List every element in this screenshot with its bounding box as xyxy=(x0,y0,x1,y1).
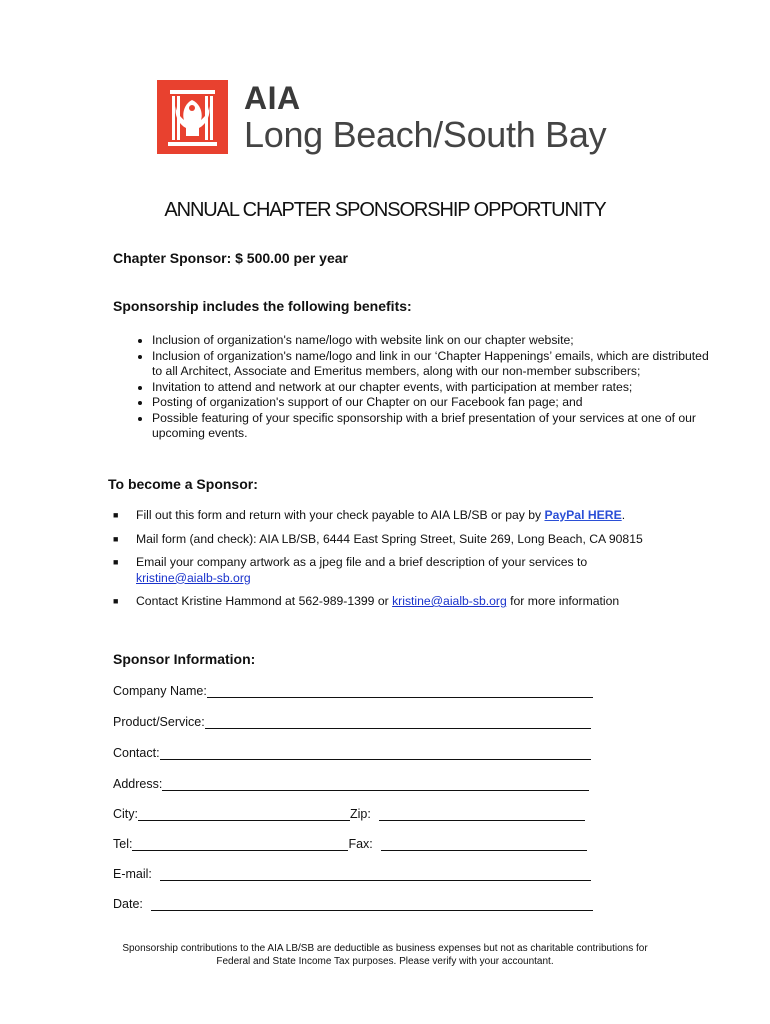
list-item xyxy=(113,555,653,586)
contact-label: Contact: xyxy=(113,746,160,760)
square-bullet-icon: ■ xyxy=(113,533,119,544)
become-sponsor-heading: To become a Sponsor: xyxy=(108,476,258,492)
email-link[interactable]: kristine@aialb-sb.org xyxy=(392,594,507,608)
list-item xyxy=(113,508,653,524)
disclaimer-line-1: Sponsorship contributions to the AIA LB/SB are deductible as business expenses but not as charitable contributions for xyxy=(122,943,648,954)
become-steps-list xyxy=(113,508,653,618)
email-field xyxy=(113,866,591,881)
tax-disclaimer xyxy=(0,942,770,968)
tel-input[interactable] xyxy=(132,836,348,851)
step-text: Email your company artwork as a jpeg file and a brief description of your services to xyxy=(136,555,588,569)
square-bullet-icon: ■ xyxy=(113,557,119,567)
date-input[interactable] xyxy=(151,896,593,911)
product-service-label: Product/Service: xyxy=(113,715,205,729)
aia-logo-mark xyxy=(157,80,228,154)
city-zip-field xyxy=(113,806,585,821)
date-label: Date: xyxy=(113,897,143,911)
product-service-field xyxy=(113,714,591,729)
list-item: • Possible featuring of your specific sponsorship with a brief presentation of your services at one of our upcoming events. xyxy=(152,411,712,442)
chapter-sponsor-price: Chapter Sponsor: $ 500.00 per year xyxy=(113,250,348,266)
tel-label: Tel: xyxy=(113,837,133,851)
benefits-heading: Sponsorship includes the following benefits: xyxy=(113,298,412,314)
date-field xyxy=(113,896,593,911)
tel-fax-field xyxy=(113,836,587,851)
list-item: • Inclusion of organization's name/logo with website link on our chapter website; xyxy=(152,333,712,349)
email-link[interactable]: kristine@aialb-sb.org xyxy=(136,570,251,585)
address-input[interactable] xyxy=(162,776,589,791)
list-item xyxy=(113,594,653,610)
list-item xyxy=(113,532,653,548)
company-name-label: Company Name: xyxy=(113,684,207,698)
disclaimer-line-2: Federal and State Income Tax purposes. Please verify with your accountant. xyxy=(216,956,554,967)
list-item: • Invitation to attend and network at our chapter events, with participation at member rates; xyxy=(152,380,712,396)
step-text: Mail form (and check): AIA LB/SB, 6444 East Spring Street, Suite 269, Long Beach, CA 90815 xyxy=(136,531,643,546)
fax-label: Fax: xyxy=(348,837,373,851)
company-name-field xyxy=(113,683,593,698)
page-title: ANNUAL CHAPTER SPONSORSHIP OPPORTUNITY xyxy=(164,199,606,221)
company-name-input[interactable] xyxy=(207,683,593,698)
sponsor-info-heading: Sponsor Information: xyxy=(113,651,256,667)
product-service-input[interactable] xyxy=(205,714,591,729)
contact-input[interactable] xyxy=(160,745,591,760)
step-text: Fill out this form and return with your check payable to AIA LB/SB or pay by xyxy=(136,508,545,522)
column-eagle-icon xyxy=(157,80,228,154)
email-input[interactable] xyxy=(160,866,591,881)
zip-label: Zip: xyxy=(350,807,371,821)
logo-chapter-name: Long Beach/South Bay xyxy=(244,114,607,155)
square-bullet-icon: ■ xyxy=(113,596,119,606)
city-input[interactable] xyxy=(138,806,350,821)
city-label: City: xyxy=(113,807,138,821)
fax-input[interactable] xyxy=(381,836,587,851)
email-label: E-mail: xyxy=(113,867,152,881)
step-text: Contact Kristine Hammond at 562-989-1399 or xyxy=(136,594,393,608)
benefits-list xyxy=(113,333,712,442)
step-end: . xyxy=(621,508,626,522)
list-item: • Posting of organization's support of our Chapter on our Facebook fan page; and xyxy=(152,395,712,411)
step-end: for more information xyxy=(506,594,620,608)
contact-field xyxy=(113,745,591,760)
zip-input[interactable] xyxy=(379,806,585,821)
square-bullet-icon: ■ xyxy=(113,510,119,520)
logo-org-name: AIA xyxy=(244,80,301,116)
list-item: • Inclusion of organization's name/logo and link in our ‘Chapter Happenings’ emails, which are distributed to all Architect, Associate and Emeritus members, along with our non-member subscribers; xyxy=(152,349,712,380)
address-label: Address: xyxy=(113,777,163,791)
address-field xyxy=(113,776,589,791)
paypal-link[interactable]: PayPal HERE xyxy=(544,508,622,522)
